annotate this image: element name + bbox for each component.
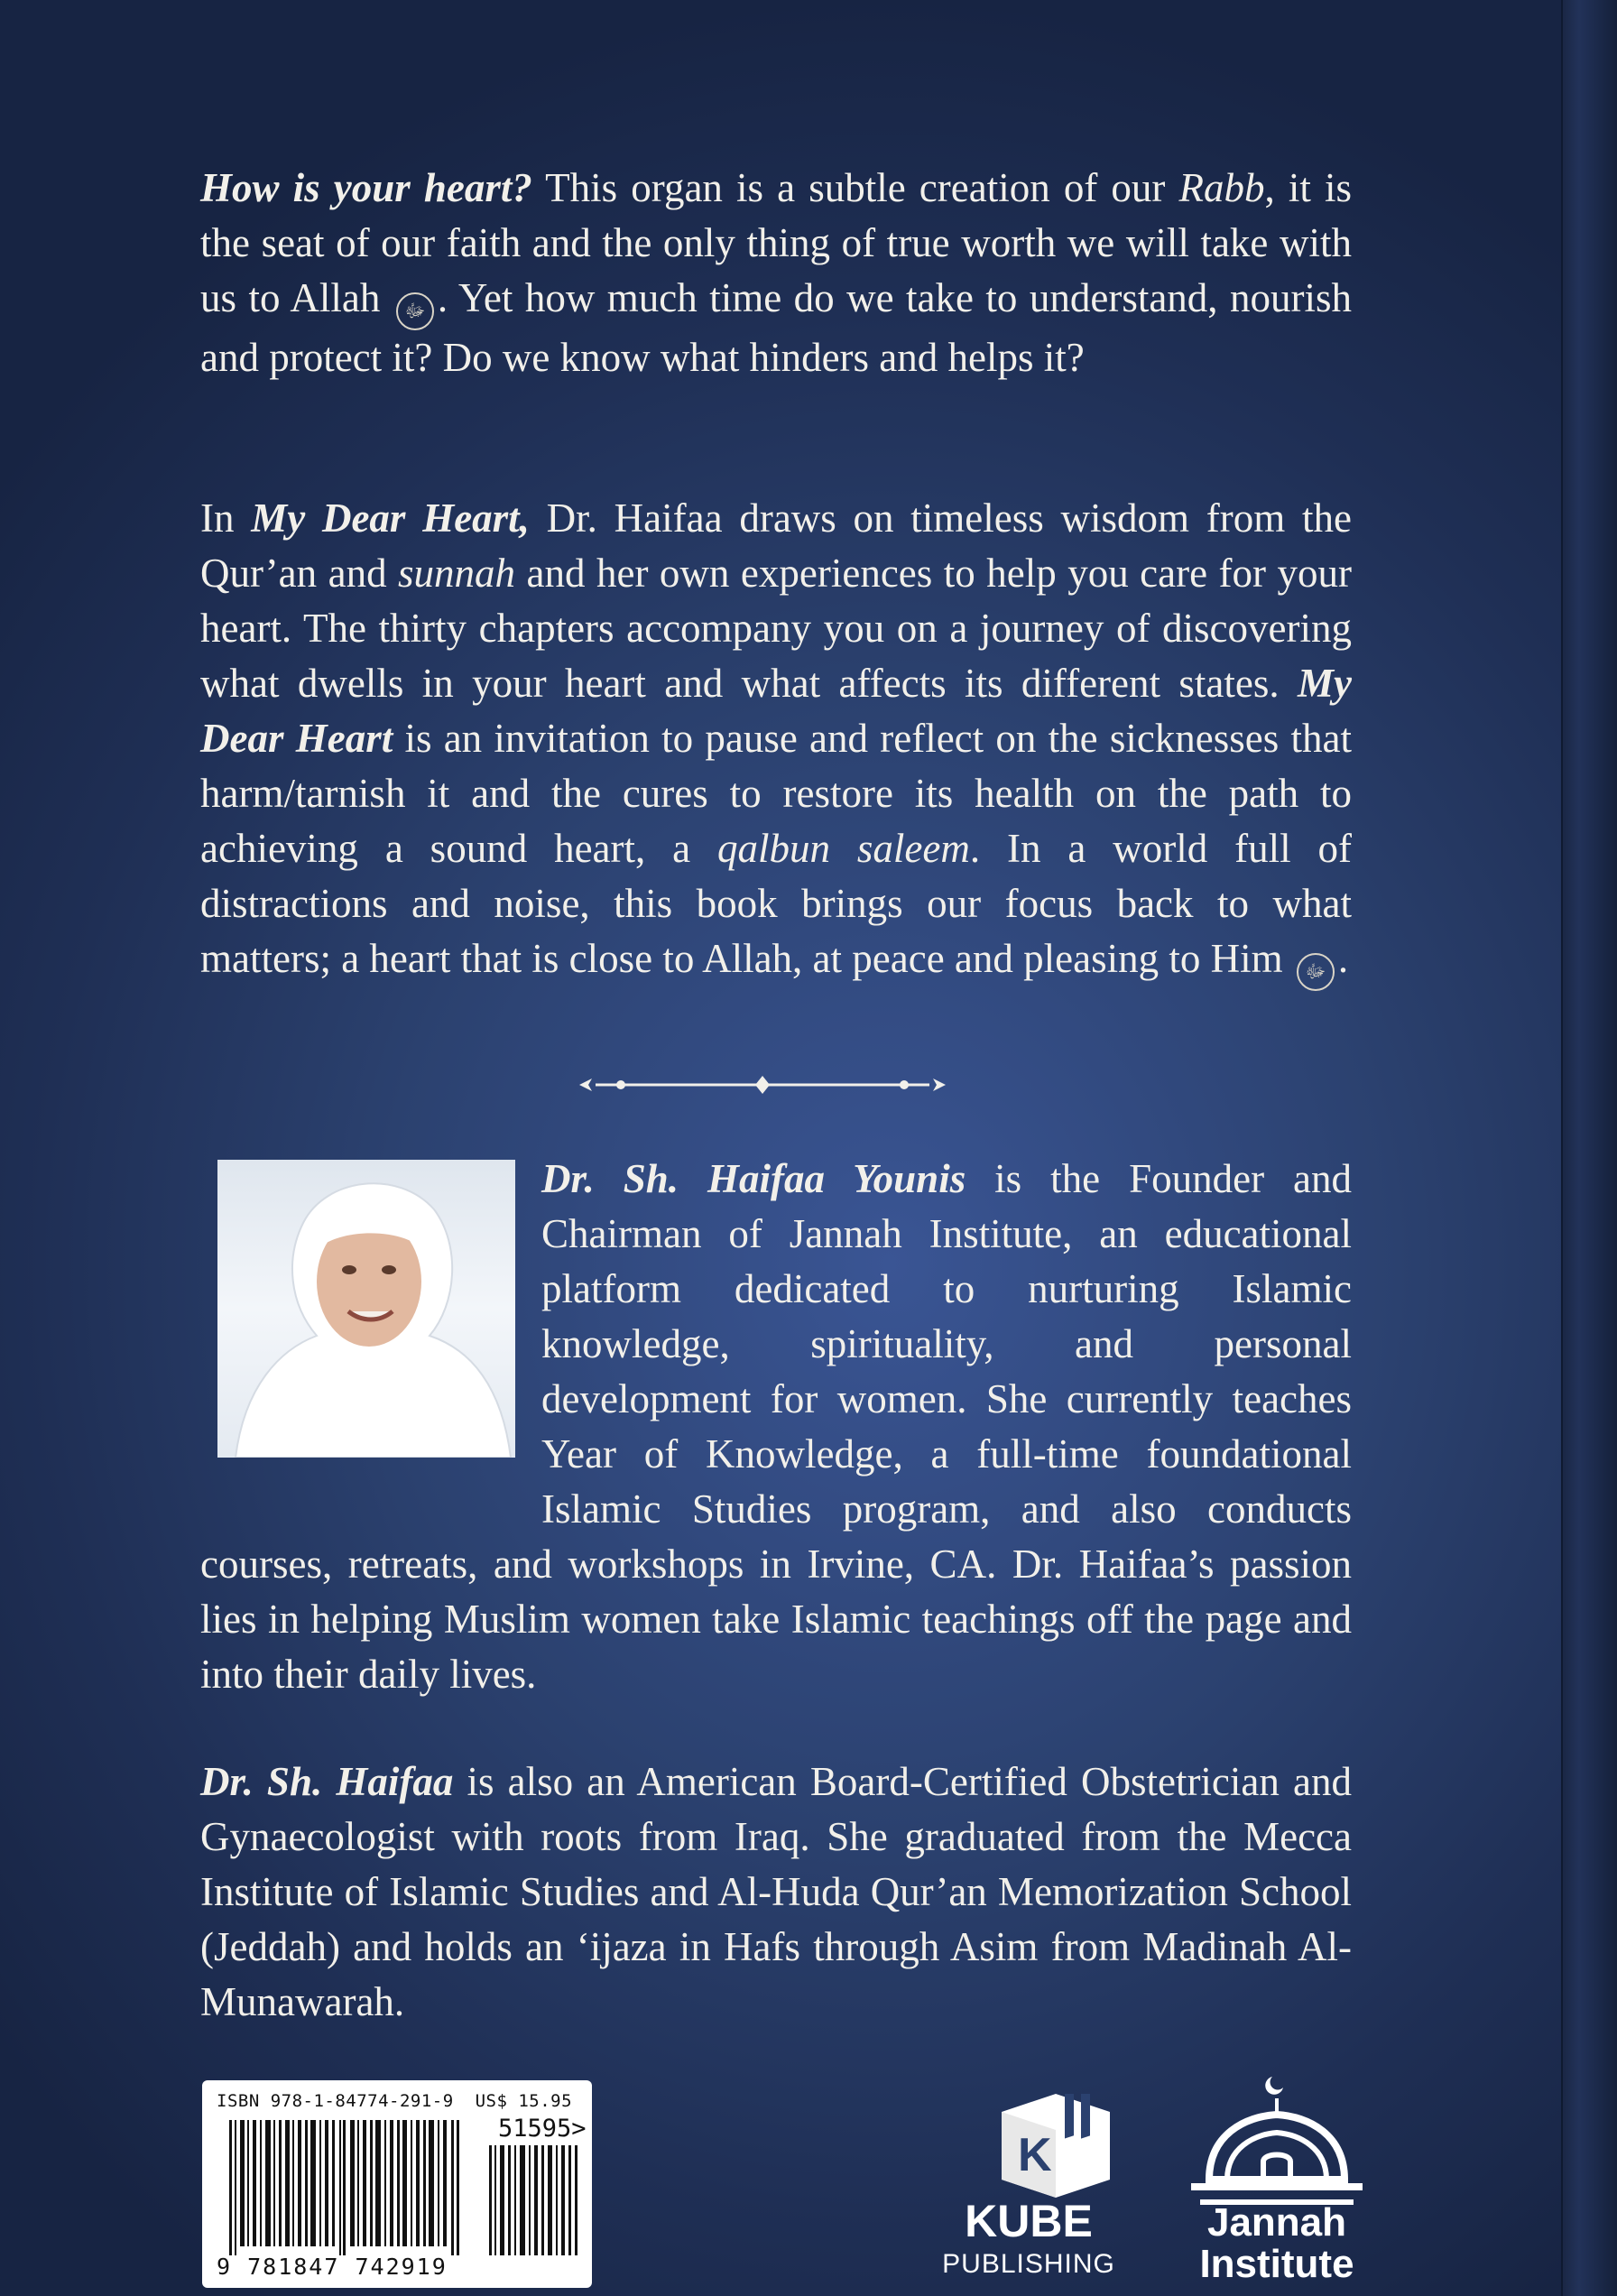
- isbn-label: ISBN 978-1-84774-291-9: [217, 2091, 454, 2111]
- desc-title-1: My Dear Heart,: [251, 495, 530, 541]
- photo-float-spacer: [200, 1152, 541, 1487]
- desc-text-3: is an invitation to pause and reflect on the sicknesses that harm/tarnish it and the cures to restore its health on the path to achieving a sound heart, a: [200, 716, 1352, 871]
- jannah-name: [1164, 2202, 1390, 2285]
- bio-body-2: is also an American Board-Certified Obstetrician and Gynaecologist with roots from Iraq. She graduated from the Mecca Institute of Islamic Studies and Al-Huda Qur’an Memorization School (Jeddah) and holds an ‘ijaza in Hafs through Asim from Madinah Al-Munawarah.: [200, 1759, 1352, 2024]
- barcode-digits: 9 781847 742919: [217, 2254, 448, 2280]
- author-name: Dr. Sh. Haifaa Younis: [541, 1156, 966, 1201]
- honorific-icon: ﷻ: [1297, 953, 1335, 991]
- desc-in: In: [200, 495, 252, 541]
- jannah-line-1: Jannah: [1206, 2200, 1347, 2245]
- bio-body-1: is the Founder and Chairman of Jannah Institute, an educational platform dedicated to nurturing Islamic knowledge, spirituality, and personal development for women. She currently teaches Year of Knowledge, a full-time foundational Islamic Studies program, and also conducts courses, retreats, and workshops in Irvine, CA. Dr. Haifaa’s passion lies in helping Muslim women take Islamic teachings off the page and into their daily lives.: [200, 1156, 1353, 1697]
- price-bars-icon: [489, 2145, 579, 2255]
- author-name-short: Dr. Sh. Haifaa: [200, 1759, 454, 1804]
- desc-qalbun: qalbun saleem: [717, 826, 970, 871]
- intro-text-3: . Yet how much time do we take to understand, nourish and protect it? Do we know what hinders and helps it?: [200, 275, 1353, 380]
- intro-lead: How is your heart?: [200, 165, 532, 210]
- intro-rabb: Rabb: [1178, 165, 1265, 210]
- price-label: US$ 15.95: [475, 2091, 573, 2111]
- bio-paragraph-2: [200, 1754, 1352, 2030]
- honorific-icon: ﷻ: [396, 292, 434, 330]
- jannah-line-2: Institute: [1199, 2242, 1354, 2286]
- jannah-mosque-logo-icon: [1173, 2071, 1381, 2216]
- book-spine: [1561, 0, 1617, 2296]
- intro-text-2: , it is the seat of our faith and the only thing of true worth we will take with us to Allah: [200, 165, 1352, 320]
- ornament-divider-icon: [578, 1070, 947, 1099]
- desc-text-5: .: [1337, 936, 1349, 981]
- desc-text-2: and her own experiences to help you care for your heart. The thirty chapters accompany you on a journey of discovering what dwells in your heart and what affects its different states.: [200, 551, 1352, 706]
- kube-subtitle: PUBLISHING: [942, 2249, 1115, 2279]
- svg-text:K: K: [1018, 2129, 1052, 2181]
- barcode-bars-icon: [229, 2120, 460, 2255]
- desc-sunnah: sunnah: [398, 551, 516, 596]
- intro-text-1: This organ is a subtle creation of our: [531, 165, 1179, 210]
- desc-text-1: Dr. Haifaa draws on timeless wisdom from the Qur’an and: [200, 495, 1352, 596]
- price-code: 51595>: [498, 2115, 587, 2143]
- desc-title-2: My Dear Heart: [200, 661, 1352, 761]
- kube-name: KUBE: [965, 2196, 1093, 2246]
- description-paragraph: [200, 491, 1352, 991]
- isbn-barcode: [202, 2080, 592, 2288]
- bio-paragraph-1: [200, 1152, 1352, 1702]
- isbn-number: [217, 2091, 572, 2111]
- intro-paragraph: [200, 161, 1352, 385]
- desc-text-4: . In a world full of distractions and noise, this book brings our focus back to what matters; a heart that is close to Allah, at peace and pleasing to Him: [200, 826, 1352, 981]
